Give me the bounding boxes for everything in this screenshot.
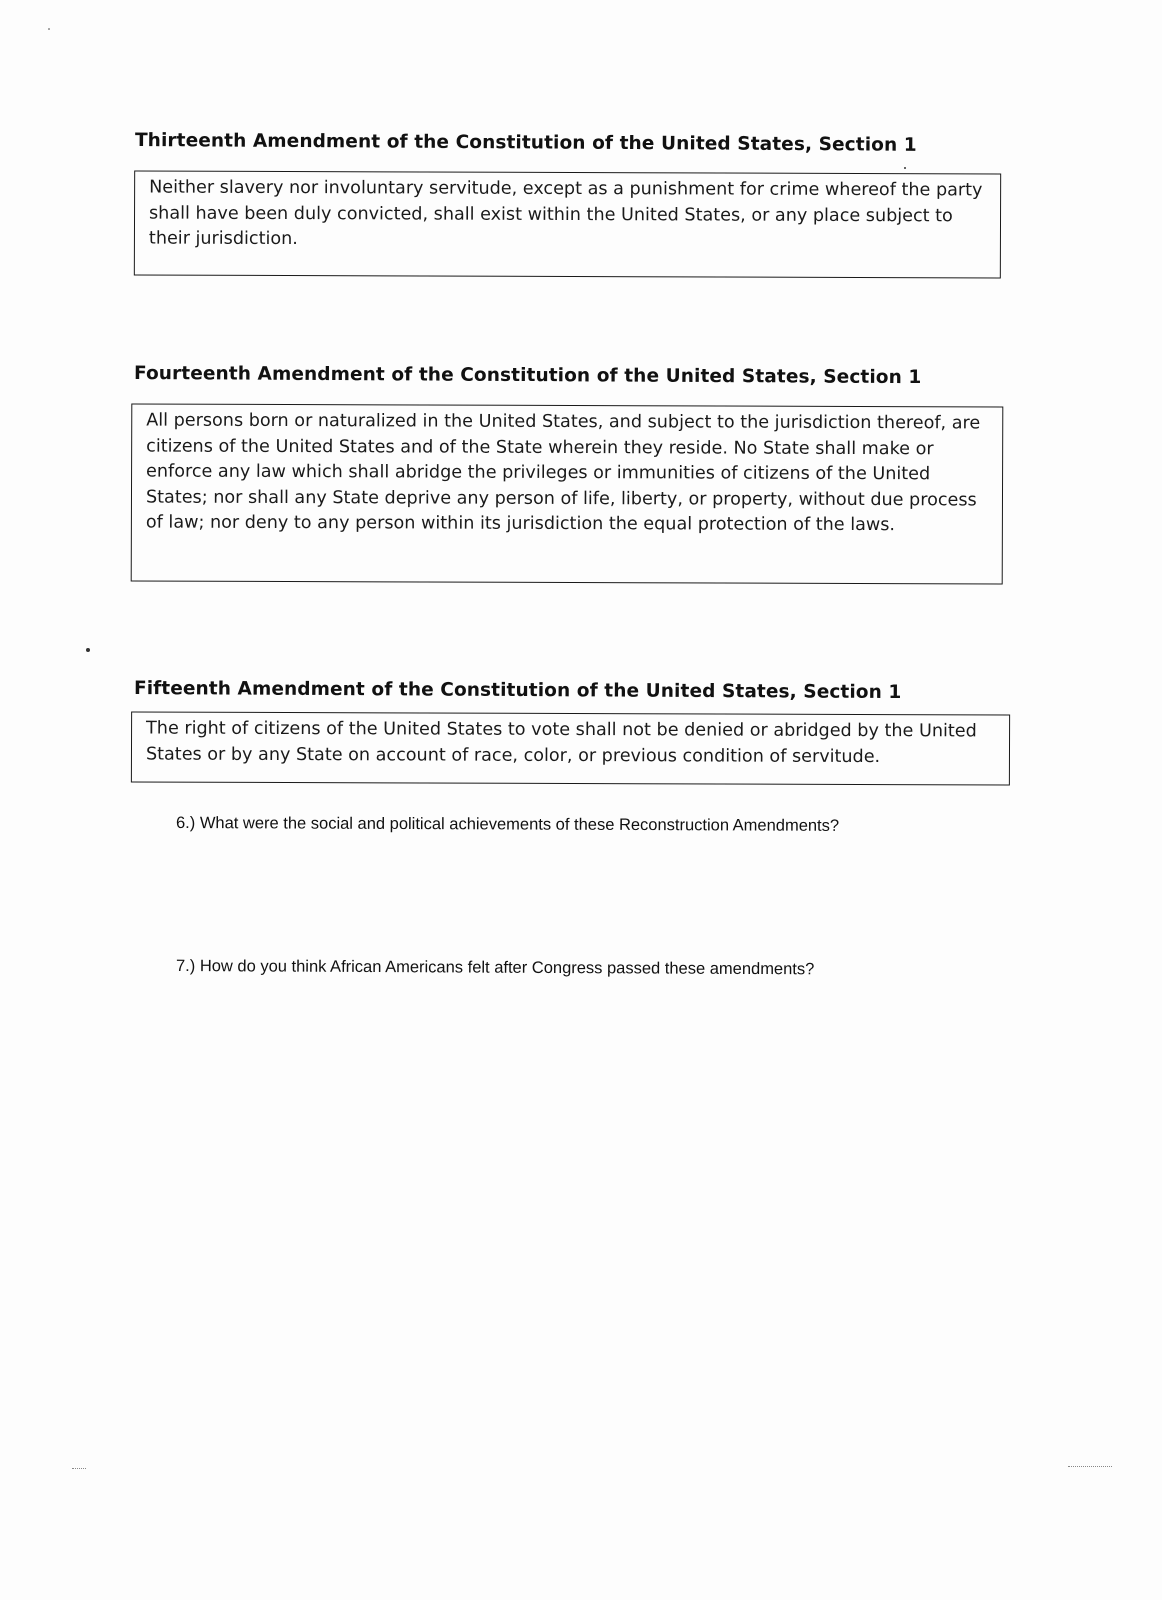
scan-speck bbox=[86, 648, 90, 652]
fourteenth-amendment-text-box bbox=[131, 403, 1004, 584]
thirteenth-amendment-text-box bbox=[134, 170, 1001, 278]
question-6: 6.) What were the social and political achievements of these Reconstruction Amendments? bbox=[175, 814, 840, 835]
fifteenth-amendment-heading: Fifteenth Amendment of the Constitution of the United States, Section 1 bbox=[133, 678, 902, 704]
fifteenth-amendment-text-box bbox=[131, 711, 1010, 785]
thirteenth-amendment-text: Neither slavery nor involuntary servitude, except as a punishment for crime whereof the party shall have been duly convicted, shall exist within the United States, or any place subject to their jurisdiction. bbox=[148, 177, 983, 250]
question-7: 7.) How do you think African Americans felt after Congress passed these amendments? bbox=[175, 957, 815, 979]
scan-speck bbox=[48, 28, 50, 30]
scan-artifact-line bbox=[1068, 1466, 1112, 1467]
scan-artifact-line bbox=[72, 1468, 86, 1469]
fourteenth-amendment-text: All persons born or naturalized in the United States, and subject to the jurisdiction thereof, are citizens of the United States and of the State wherein they reside. No State shall make or enforce any law which shall abridge the privileges or immunities of citizens of the United States; nor shall any State deprive any person of life, liberty, or property, without due process of law; nor deny to any person within its jurisdiction the equal protection of the laws. bbox=[145, 410, 981, 536]
scan-speck bbox=[904, 167, 906, 169]
fifteenth-amendment-text: The right of citizens of the United States to vote shall not be denied or abridged by the United States or by any State on account of race, color, or previous condition of servitude. bbox=[145, 718, 977, 767]
thirteenth-amendment-heading: Thirteenth Amendment of the Constitution of the United States, Section 1 bbox=[134, 130, 917, 156]
fourteenth-amendment-heading: Fourteenth Amendment of the Constitution of the United States, Section 1 bbox=[133, 363, 922, 389]
